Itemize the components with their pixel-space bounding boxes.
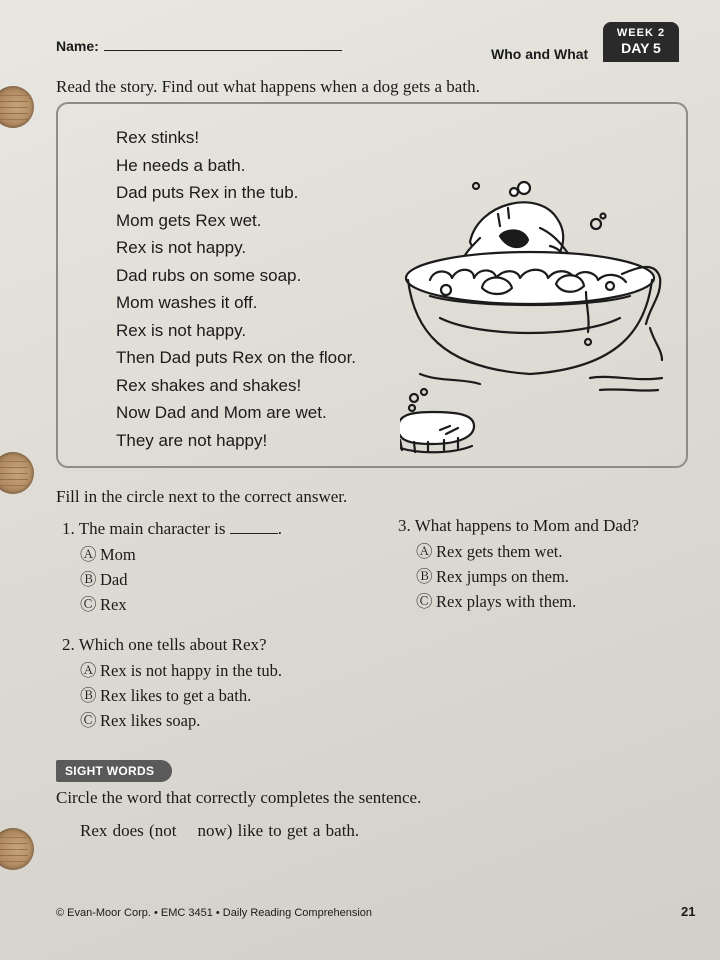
story-text bbox=[116, 124, 356, 454]
story-line: Rex stinks! bbox=[116, 128, 200, 147]
question-text: 2. Which one tells about Rex? bbox=[62, 635, 267, 654]
answer-option-c[interactable] bbox=[62, 592, 282, 617]
story-line: Rex is not happy. bbox=[116, 238, 247, 257]
story-line: Dad puts Rex in the tub. bbox=[116, 183, 299, 202]
option-text: Dad bbox=[100, 570, 128, 589]
question-1 bbox=[62, 516, 282, 617]
option-circle-b[interactable]: Ⓑ bbox=[416, 567, 433, 586]
option-circle-a[interactable]: Ⓐ bbox=[80, 661, 97, 680]
story-line: Mom washes it off. bbox=[116, 293, 258, 312]
question-3 bbox=[398, 513, 639, 614]
answer-option-a[interactable] bbox=[62, 658, 282, 683]
story-line: Rex is not happy. bbox=[116, 320, 247, 340]
option-circle-c[interactable]: Ⓒ bbox=[80, 711, 97, 730]
unit-title: Who and What bbox=[491, 46, 589, 62]
story-line: Mom gets Rex wet. bbox=[116, 210, 262, 230]
answer-option-b[interactable] bbox=[398, 564, 639, 589]
answer-option-c[interactable] bbox=[398, 589, 639, 614]
footer-copyright: © Evan-Moor Corp. • EMC 3451 • Daily Reading Comprehension bbox=[56, 907, 373, 919]
option-circle-a[interactable]: Ⓐ bbox=[416, 542, 433, 561]
answer-blank bbox=[230, 521, 278, 534]
sight-words-instructions: Circle the word that correctly completes the sentence. bbox=[56, 788, 422, 807]
option-text: Rex gets them wet. bbox=[436, 542, 563, 561]
option-circle-b[interactable]: Ⓑ bbox=[80, 686, 97, 705]
story-line: Rex shakes and shakes! bbox=[116, 375, 302, 395]
question-text: 3. What happens to Mom and Dad? bbox=[398, 516, 639, 535]
day-label: DAY 5 bbox=[621, 40, 661, 56]
week-day-tab bbox=[603, 22, 679, 62]
option-circle-c[interactable]: Ⓒ bbox=[80, 595, 97, 614]
story-instructions: Read the story. Find out what happens when a dog gets a bath. bbox=[56, 77, 480, 96]
question-2 bbox=[62, 632, 282, 733]
option-text: Mom bbox=[100, 545, 136, 564]
week-label: WEEK 2 bbox=[616, 27, 666, 39]
sentence-choice[interactable]: now) like to get a bath. bbox=[197, 821, 360, 840]
binder-hole bbox=[0, 86, 34, 128]
story-line: He needs a bath. bbox=[116, 155, 246, 175]
question-text-end: . bbox=[277, 519, 282, 538]
story-line: They are not happy! bbox=[116, 430, 268, 450]
binder-hole bbox=[0, 828, 34, 870]
answer-option-a[interactable] bbox=[62, 542, 282, 567]
story-line: Dad rubs on some soap. bbox=[116, 265, 302, 285]
option-circle-b[interactable]: Ⓑ bbox=[80, 570, 97, 589]
answer-option-c[interactable] bbox=[62, 708, 282, 733]
option-circle-a[interactable]: Ⓐ bbox=[80, 545, 97, 564]
option-text: Rex bbox=[100, 595, 127, 614]
question-text-start: 1. The main character is bbox=[62, 519, 226, 538]
story-line: Then Dad puts Rex on the floor. bbox=[116, 348, 357, 367]
option-text: Rex plays with them. bbox=[436, 592, 577, 611]
dog-in-tub-illustration bbox=[400, 178, 670, 458]
page-number: 21 bbox=[681, 904, 696, 919]
option-text: Rex jumps on them. bbox=[436, 567, 569, 586]
binder-hole bbox=[0, 452, 34, 494]
sentence-start[interactable]: Rex does (not bbox=[80, 821, 177, 840]
option-text: Rex likes soap. bbox=[100, 711, 201, 730]
story-line: Now Dad and Mom are wet. bbox=[116, 403, 327, 422]
sight-words-badge: SIGHT WORDS bbox=[56, 760, 172, 782]
question-text bbox=[62, 516, 282, 542]
sight-words-sentence bbox=[80, 821, 359, 841]
option-circle-c[interactable]: Ⓒ bbox=[416, 592, 433, 611]
answer-option-b[interactable] bbox=[62, 683, 282, 708]
option-text: Rex likes to get a bath. bbox=[100, 686, 252, 705]
answer-option-b[interactable] bbox=[62, 567, 282, 592]
answer-option-a[interactable] bbox=[398, 539, 639, 564]
name-field[interactable] bbox=[104, 50, 342, 51]
name-label: Name: bbox=[56, 38, 99, 54]
option-text: Rex is not happy in the tub. bbox=[100, 661, 282, 680]
questions-instructions: Fill in the circle next to the correct answer. bbox=[56, 487, 348, 506]
